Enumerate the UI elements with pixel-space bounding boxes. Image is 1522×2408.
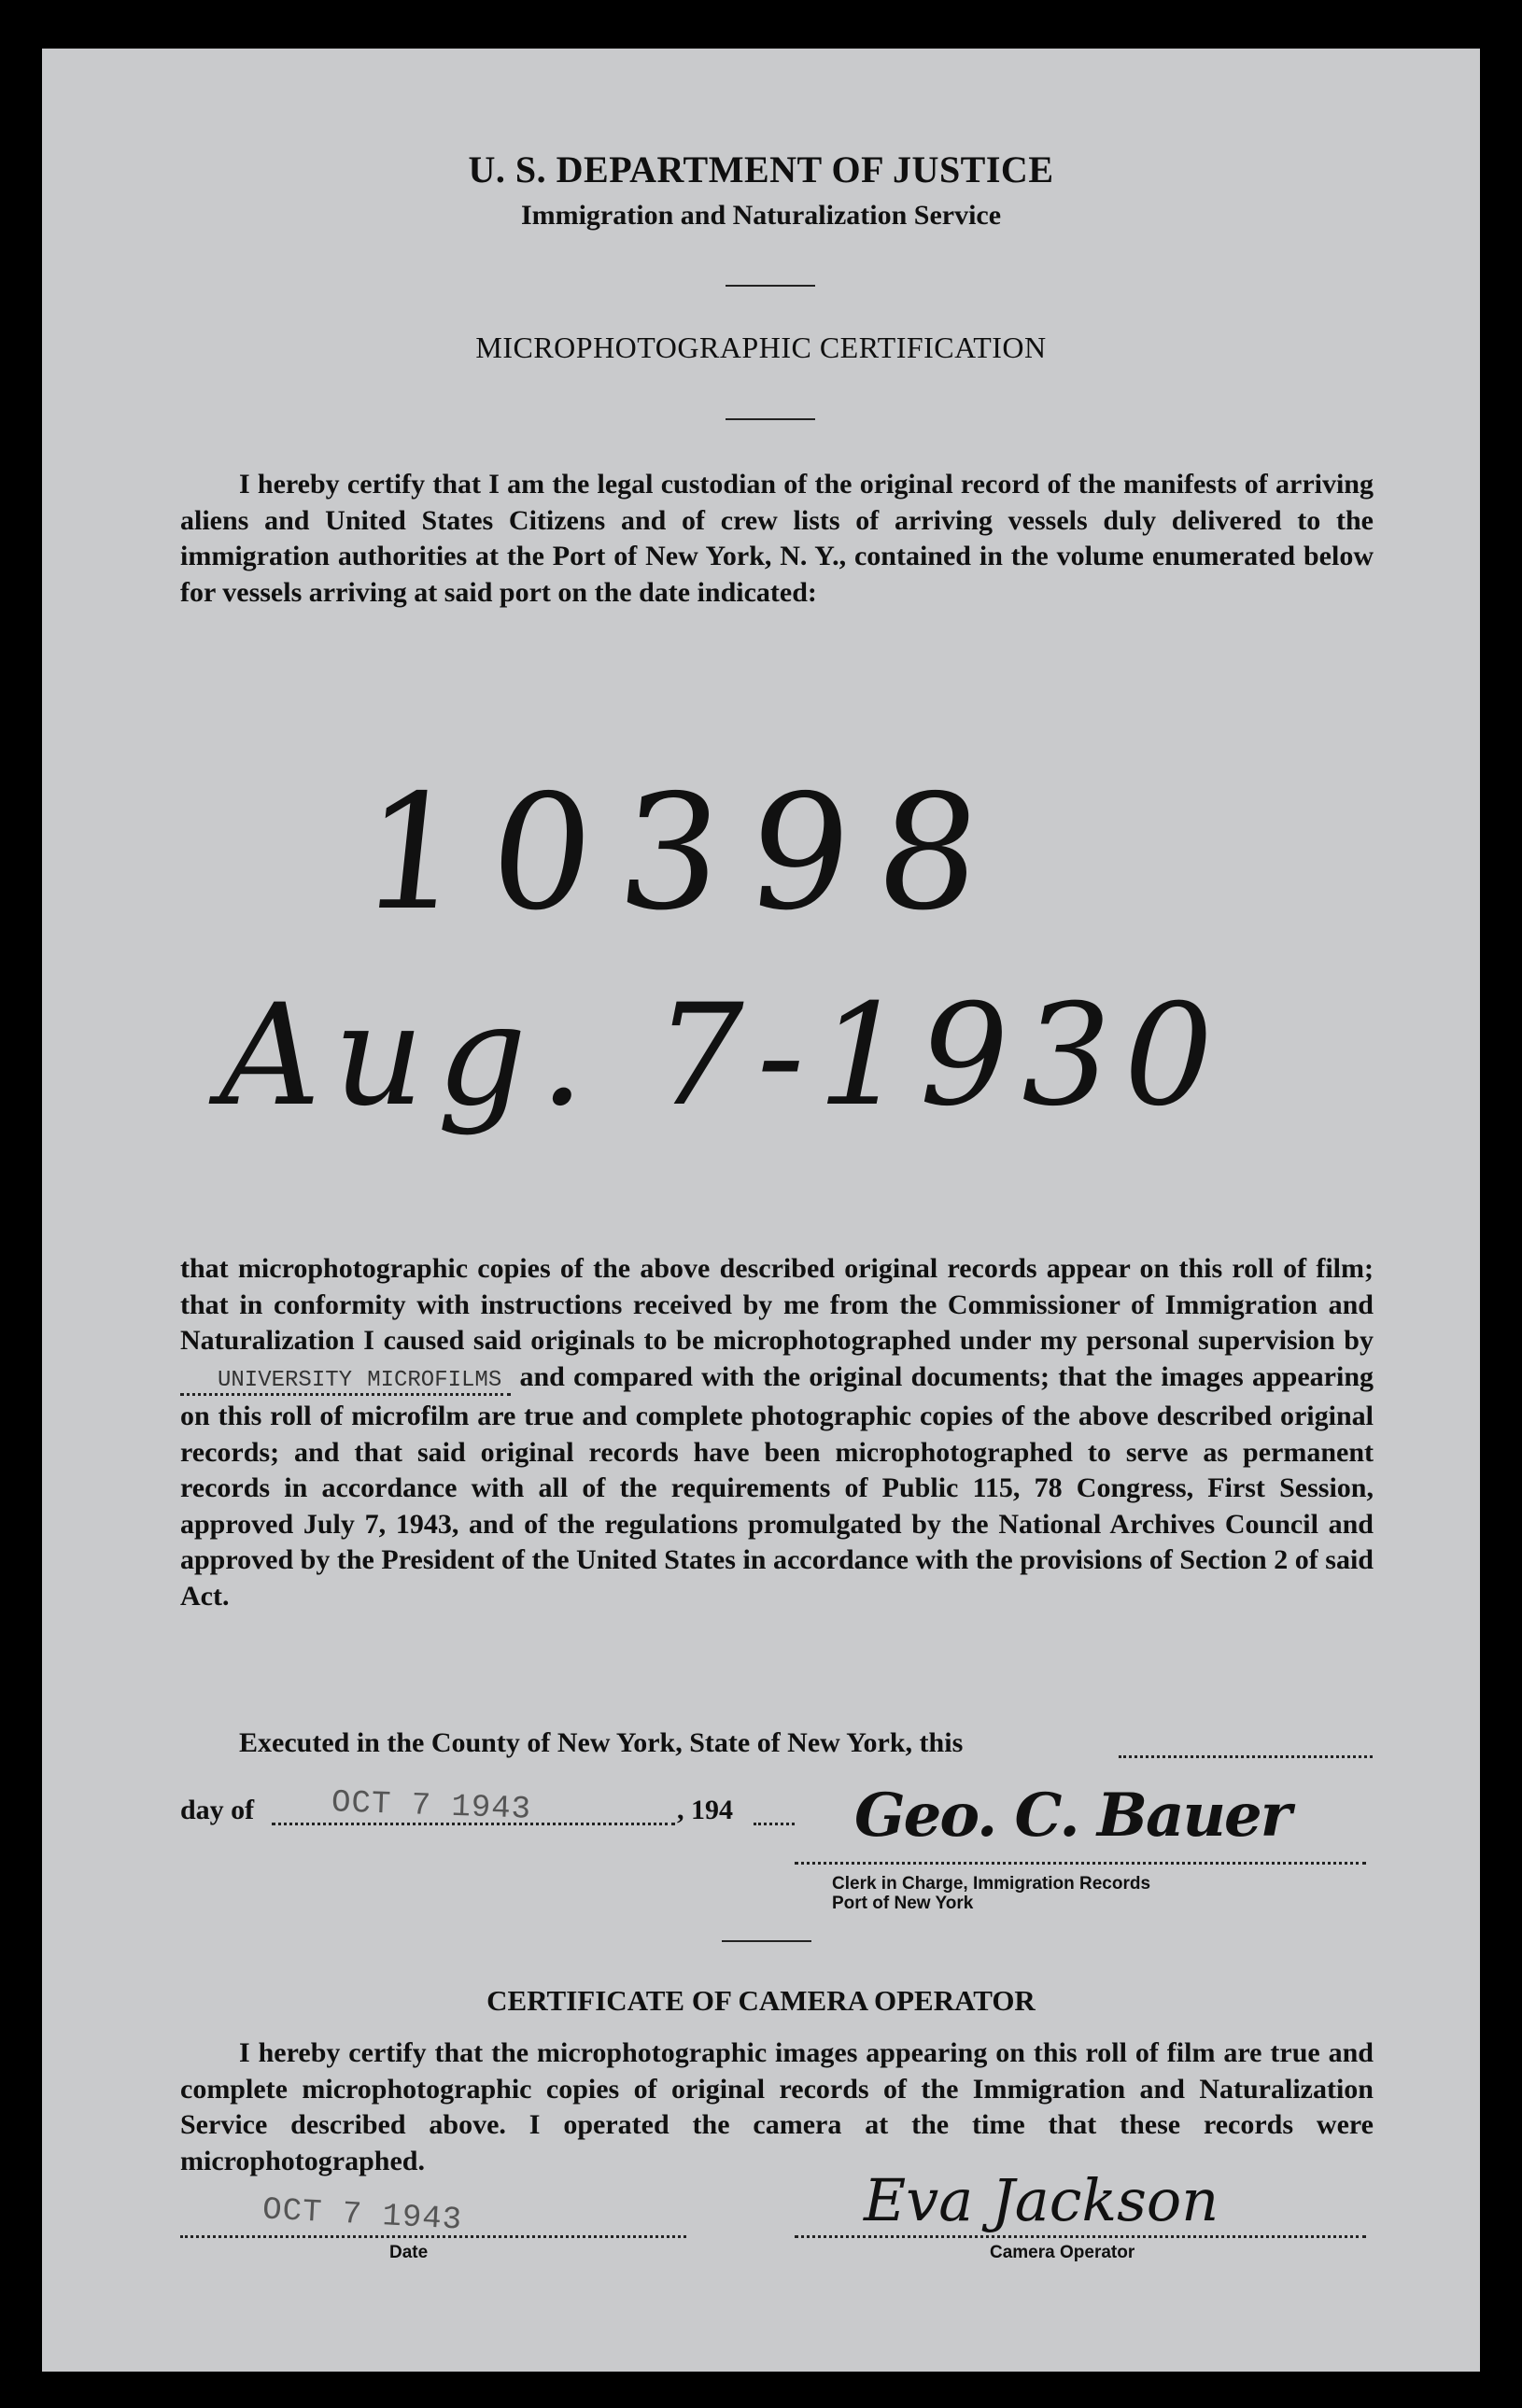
service-subtitle: Immigration and Naturalization Service — [520, 200, 1002, 231]
divider — [722, 1940, 811, 1942]
executed-line — [239, 1727, 963, 1759]
camera-heading: CERTIFICATE OF CAMERA OPERATOR — [486, 1984, 1036, 2017]
clerk-signature-text: Geo. C. Bauer — [854, 1781, 1290, 1851]
clerk-signature-line — [795, 1862, 1366, 1865]
clerk-title-line1: Clerk in Charge, Immigration Records — [832, 1874, 1151, 1894]
operator-line — [795, 2235, 1366, 2238]
executed-blank — [1119, 1755, 1373, 1758]
year-prefix: , 194 — [677, 1795, 733, 1825]
certification-body — [180, 1251, 1374, 1614]
operator-signature — [864, 2166, 1219, 2234]
date-label: Date — [389, 2243, 429, 2262]
divider — [726, 418, 815, 420]
certificate-page — [42, 49, 1480, 2372]
camera-text — [180, 2035, 1374, 2179]
operator-signature-text: Eva Jackson — [864, 2166, 1219, 2234]
execution-date-stamp: OCT 7 1943 — [331, 1785, 532, 1828]
divider — [726, 285, 815, 287]
clerk-signature — [854, 1781, 1289, 1851]
camera-text-body: I hereby certify that the microphotographic images appearing on this roll of film are true and complete microphotographic copies of original records of the Immigration and Naturalization Service described above. I operated the camera at the time that these records were microphotographed. — [180, 2037, 1374, 2176]
certification-heading: MICROPHOTOGRAPHIC CERTIFICATION — [475, 331, 1047, 364]
day-of-label: day of — [180, 1795, 255, 1825]
handwritten-date: Aug. 7-1930 — [219, 975, 1227, 1137]
certification-intro — [180, 467, 1374, 611]
microfilmer-name: UNIVERSITY MICROFILMS — [180, 1368, 511, 1396]
department-title: U. S. DEPARTMENT OF JUSTICE — [468, 148, 1054, 190]
executed-text: Executed in the County of New York, State of New York, this — [239, 1727, 964, 1758]
body-text-1: that microphotographic copies of the above described original records appear on this roll of film; that in conformity with instructions received by me from the Commissioner of Immigration and Naturalization I caused said originals to be microphotographed under my personal supervision by — [180, 1253, 1374, 1356]
body-text-2: and compared with the original documents; that the images appearing on this roll of microfilm are true and complete photographic copies of the above described original records; and that said original records have been microphotographed to serve as permanent records in accordance with all of the requirements of Public 115, 78 Congress, First Session, approved July 7, 1943, and of the regulations promulgated by the National Archives Council and approved by the President of the United States in accordance with the provisions of Section 2 of said Act. — [180, 1360, 1374, 1612]
operator-label: Camera Operator — [990, 2243, 1135, 2262]
handwritten-volume: 10398 — [352, 761, 1018, 946]
clerk-title-line2: Port of New York — [832, 1894, 974, 1913]
clerk-title — [832, 1874, 1150, 1913]
camera-date-stamp: OCT 7 1943 — [261, 2192, 463, 2239]
handwritten-entry — [163, 702, 1321, 1225]
year-blank — [754, 1823, 795, 1825]
intro-text: I hereby certify that I am the legal custodian of the original record of the manifests of arriving aliens and United States Citizens and of crew lists of arriving vessels duly delivered to the immigration authorities at the Port of New York, N. Y., contained in the volume enumerated below for vessels arriving at said port on the date indicated: — [180, 469, 1374, 608]
